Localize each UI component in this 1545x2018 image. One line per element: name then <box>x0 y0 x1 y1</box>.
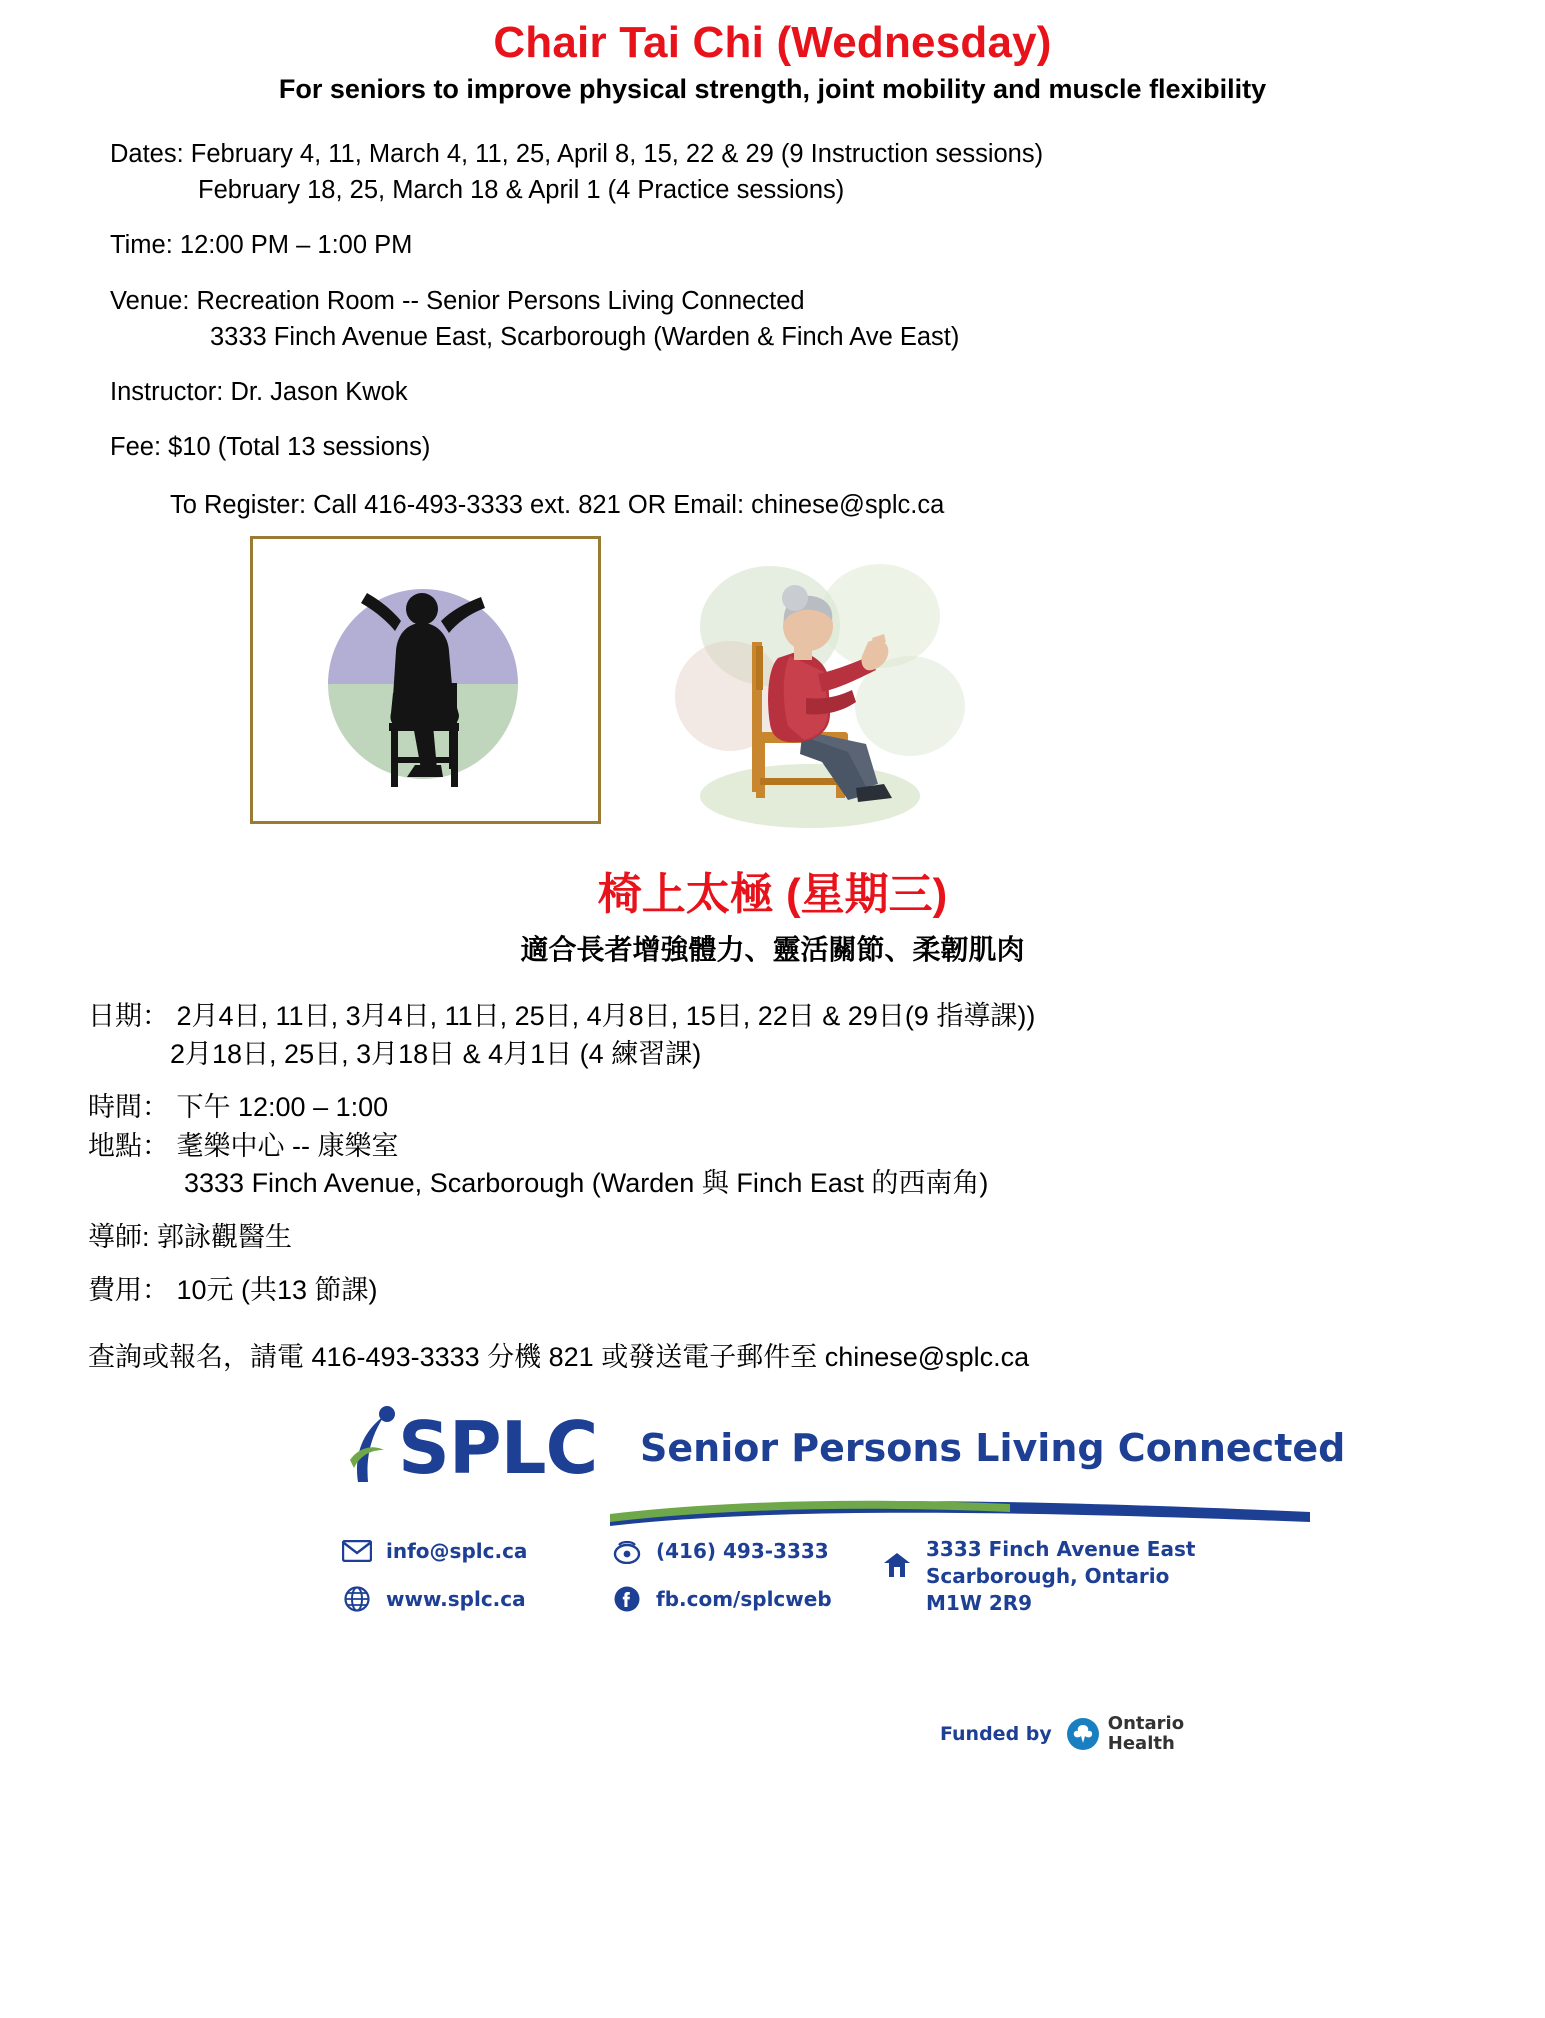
silhouette-image-frame <box>250 536 601 824</box>
envelope-icon <box>340 1536 374 1566</box>
contact-website[interactable] <box>340 1584 527 1614</box>
address-line-3: M1W 2R9 <box>926 1591 1033 1616</box>
details-chinese <box>88 998 1505 1309</box>
instructor-english: Instructor: Dr. Jason Kwok <box>110 378 408 407</box>
dates-line-2-chinese: 2月18日, 25日, 3月18日 & 4月1日 (4 練習課) <box>170 1038 702 1069</box>
time-english: Time: 12:00 PM – 1:00 PM <box>110 231 413 260</box>
venue-block-chinese <box>88 1128 1505 1203</box>
address-lines <box>926 1536 1195 1617</box>
contact-phone[interactable] <box>610 1536 832 1566</box>
contact-column-1 <box>340 1536 527 1632</box>
seated-person-silhouette <box>301 557 551 807</box>
funder-line-2: Health <box>1107 1732 1175 1754</box>
contact-email-text: info@splc.ca <box>386 1539 528 1564</box>
ontario-health-icon <box>1066 1717 1100 1751</box>
time-chinese: 時間： 下午 12:00 – 1:00 <box>88 1091 389 1122</box>
organization-name: Senior Persons Living Connected <box>640 1426 1346 1471</box>
fee-english: Fee: $10 (Total 13 sessions) <box>110 433 431 462</box>
subtitle-english: For seniors to improve physical strength, joint mobility and muscle flexibility <box>278 74 1267 104</box>
dates-line-1-chinese: 日期： 2月4日, 11日, 3月4日, 11日, 25日, 4月8日, 15日, 22日 & 29日(9 指導課)) <box>88 1001 1036 1032</box>
details-english <box>110 136 1505 465</box>
subtitle-chinese: 適合長者增強體力、靈活關節、柔韌肌肉 <box>520 934 1025 966</box>
register-english: To Register: Call 416-493-3333 ext. 821 OR Email: chinese@splc.ca <box>170 491 945 520</box>
address-line-1: 3333 Finch Avenue East <box>926 1537 1196 1562</box>
contact-address <box>880 1536 1195 1617</box>
logo-swoosh-divider <box>610 1496 1310 1530</box>
address-line-2: Scarborough, Ontario <box>926 1564 1170 1589</box>
funded-by-label: Funded by <box>940 1722 1052 1745</box>
dates-line-1-english: Dates: February 4, 11, March 4, 11, 25, April 8, 15, 22 & 29 (9 Instruction sessions) <box>110 140 1044 169</box>
splc-logo <box>340 1404 1505 1496</box>
dates-block-chinese <box>88 998 1505 1073</box>
register-chinese: 查詢或報名，請電 416-493-3333 分機 821 或發送電子郵件至 chinese@splc.ca <box>88 1342 1030 1373</box>
contact-email[interactable] <box>340 1536 527 1566</box>
splc-leaf-icon <box>340 1404 406 1496</box>
building-icon <box>880 1550 914 1580</box>
splc-wordmark: SPLC <box>398 1406 598 1491</box>
page-title-english: Chair Tai Chi (Wednesday) <box>493 18 1052 67</box>
contact-facebook[interactable] <box>610 1584 832 1614</box>
dates-line-2-english: February 18, 25, March 18 & April 1 (4 Practice sessions) <box>198 176 845 205</box>
contact-column-3 <box>880 1536 1195 1635</box>
funded-by <box>940 1714 1184 1754</box>
images-row <box>40 536 1505 836</box>
senior-taichi-illustration <box>660 546 990 836</box>
ontario-health-logo <box>1066 1714 1184 1754</box>
contact-phone-text: (416) 493-3333 <box>656 1539 829 1564</box>
page-title-chinese: 椅上太極 (星期三) <box>597 870 948 920</box>
instructor-chinese: 導師: 郭詠觀醫生 <box>88 1221 293 1252</box>
facebook-icon <box>610 1584 644 1614</box>
venue-block-english <box>110 283 1505 355</box>
venue-line-1-english: Venue: Recreation Room -- Senior Persons Living Connected <box>110 286 805 315</box>
funder-line-1: Ontario <box>1107 1713 1185 1735</box>
venue-line-2-chinese: 3333 Finch Avenue, Scarborough (Warden 與 Finch East 的西南角) <box>184 1168 989 1199</box>
contact-facebook-text: fb.com/splcweb <box>656 1587 832 1612</box>
telephone-icon <box>610 1536 644 1566</box>
fee-chinese: 費用： 10元 (共13 節課) <box>88 1274 378 1305</box>
globe-icon <box>340 1584 374 1614</box>
contact-column-2 <box>610 1536 832 1632</box>
footer <box>40 1404 1505 1754</box>
venue-line-2-english: 3333 Finch Avenue East, Scarborough (Warden & Finch Ave East) <box>210 322 960 351</box>
venue-line-1-chinese: 地點： 耄樂中心 -- 康樂室 <box>88 1131 399 1162</box>
chair-taichi-silhouette-icon <box>253 539 598 821</box>
flyer-page <box>0 18 1545 2018</box>
contact-website-text: www.splc.ca <box>386 1587 526 1612</box>
dates-block-english <box>110 136 1505 208</box>
ontario-health-text <box>1108 1714 1184 1754</box>
